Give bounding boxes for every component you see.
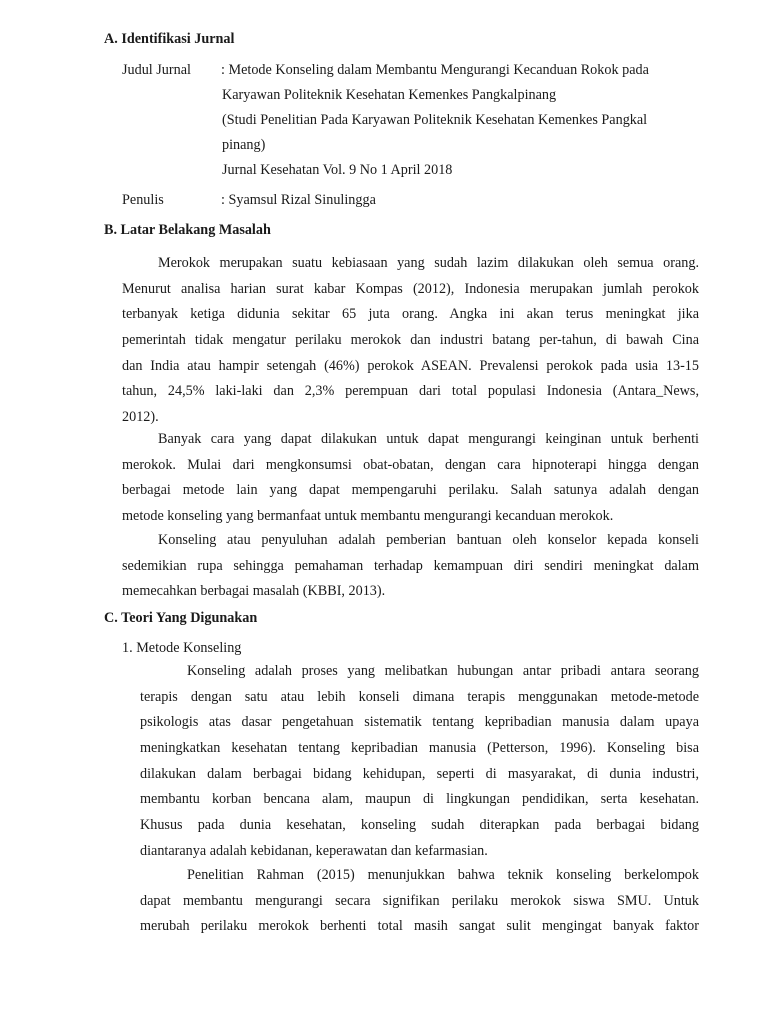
judul-line: pinang)	[222, 137, 266, 153]
text-line: Konseling atau penyuluhan adalah pemberian bantuan oleh konselor kepada konseli	[158, 532, 699, 548]
judul-line: : Metode Konseling dalam Membantu Mengurangi Kecanduan Rokok pada	[221, 62, 649, 78]
text-line: Menurut analisa harian surat kabar Kompas (2012), Indonesia merupakan jumlah perokok	[122, 280, 699, 297]
text-line: dapat membantu mengurangi secara signifikan perilaku merokok siswa SMU. Untuk	[140, 892, 699, 909]
penulis-label: Penulis	[122, 192, 164, 208]
text-line: Banyak cara yang dapat dilakukan untuk dapat mengurangi keinginan untuk berhenti	[158, 431, 699, 447]
text-line: membantu korban bencana alam, maupun di lingkungan pendidikan, serta kesehatan.	[140, 791, 699, 808]
text-line: dan India atau hampir setengah (46%) perokok ASEAN. Prevalensi perokok pada usia 13-15	[122, 357, 699, 374]
text-line: terbanyak ketiga didunia sekitar 65 juta orang. Angka ini akan terus meningkat jika	[122, 306, 699, 323]
text-line: diantaranya adalah kebidanan, keperawatan dan kefarmasian.	[140, 842, 488, 859]
penulis-value: : Syamsul Rizal Sinulingga	[221, 192, 376, 208]
text-line: Khusus pada dunia kesehatan, konseling sudah diterapkan pada berbagai bidang	[140, 817, 699, 834]
judul-line: Jurnal Kesehatan Vol. 9 No 1 April 2018	[222, 162, 453, 178]
text-line: Merokok merupakan suatu kebiasaan yang sudah lazim dilakukan oleh semua orang.	[158, 255, 699, 271]
section-a-heading: A. Identifikasi Jurnal	[104, 31, 235, 47]
paragraph	[140, 863, 699, 940]
text-line: merokok. Mulai dari mengkonsumsi obat-obatan, dengan cara hipnoterapi hingga dengan	[122, 456, 699, 473]
text-line: dilakukan dalam berbagai bidang kehidupan, seperti di masyarakat, di dunia industri,	[140, 765, 699, 782]
text-line: tahun, 24,5% laki-laki dan 2,3% perempuan dari total populasi Indonesia (Antara_News,	[122, 383, 699, 400]
text-line: Konseling adalah proses yang melibatkan hubungan antar pribadi antara seorang	[187, 663, 699, 679]
text-line: meningkatkan kesehatan tentang kepribadian manusia (Petterson, 1996). Konseling bisa	[140, 740, 699, 757]
text-line: pemerintah tidak mengatur perilaku merokok dan industri batang per-tahun, di bawah Cina	[122, 332, 699, 349]
text-line: psikologis atas dasar pengetahuan sistematik tentang kepribadian manusia dalam upaya	[140, 714, 699, 731]
text-line: metode konseling yang bermanfaat untuk membantu mengurangi kecanduan merokok.	[122, 508, 614, 525]
text-line: sedemikian rupa sehingga pemahaman terhadap kemampuan diri sendiri meningkat dalam	[122, 557, 699, 574]
text-line: Penelitian Rahman (2015) menunjukkan bahwa teknik konseling berkelompok	[187, 867, 699, 883]
text-line: memecahkan berbagai masalah (KBBI, 2013).	[122, 583, 386, 600]
text-line: berbagai metode lain yang dapat mempengaruhi perilaku. Salah satunya adalah dengan	[122, 482, 699, 499]
paragraph	[122, 251, 699, 431]
paragraph	[122, 427, 699, 530]
text-line: merubah perilaku merokok berhenti total masih sangat sulit mengingat banyak faktor	[140, 918, 699, 935]
paragraph	[140, 659, 699, 865]
judul-label: Judul Jurnal	[122, 62, 191, 78]
sub-heading-metode-konseling: 1. Metode Konseling	[122, 640, 242, 656]
judul-line: Karyawan Politeknik Kesehatan Kemenkes Pangkalpinang	[222, 87, 557, 103]
text-line: 2012).	[122, 409, 159, 426]
section-c-heading: C. Teori Yang Digunakan	[104, 610, 258, 626]
text-line: terapis dengan satu atau lebih konseli dimana terapis menggunakan metode-metode	[140, 688, 699, 705]
section-b-heading: B. Latar Belakang Masalah	[104, 222, 271, 238]
paragraph	[122, 528, 699, 605]
judul-line: (Studi Penelitian Pada Karyawan Politeknik Kesehatan Kemenkes Pangkal	[222, 112, 648, 128]
